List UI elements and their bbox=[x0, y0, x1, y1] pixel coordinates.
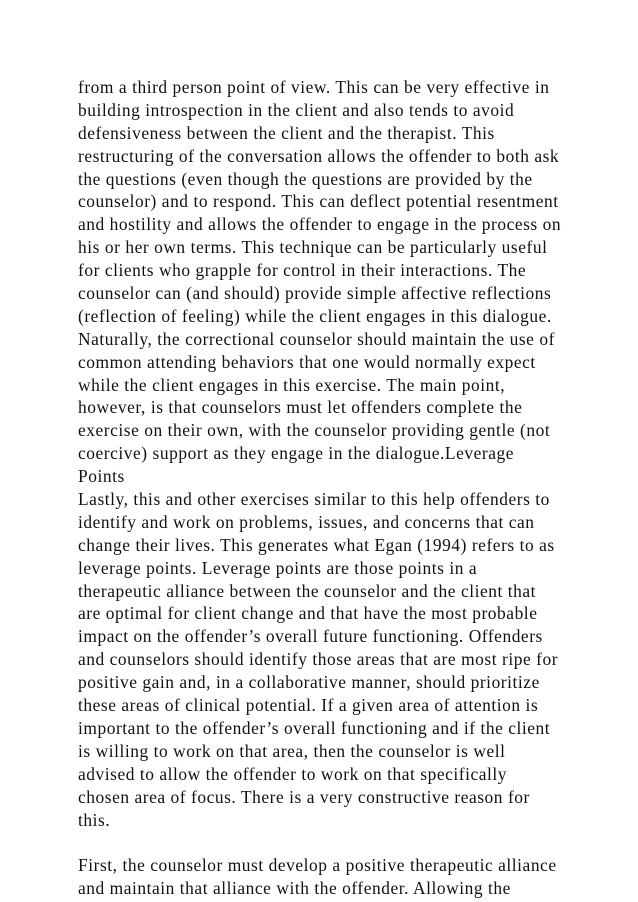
text-line: positive gain and, in a collaborative manner, should prioritize bbox=[78, 672, 540, 693]
text-line: therapeutic alliance between the counselor and the client that bbox=[78, 580, 537, 601]
text-line: common attending behaviors that one would normally expect bbox=[78, 351, 536, 372]
text-line: Naturally, the correctional counselor should maintain the use of bbox=[78, 328, 555, 349]
text-line: these areas of clinical potential. If a given area of attention is bbox=[78, 695, 539, 716]
paragraph-spacer bbox=[78, 831, 638, 854]
text-line: building introspection in the client and also tends to avoid bbox=[78, 99, 515, 120]
text-line: impact on the offender’s overall future functioning. Offenders bbox=[78, 626, 543, 647]
text-line: counselor) and to respond. This can deflect potential resentment bbox=[78, 191, 559, 212]
text-line: (reflection of feeling) while the client engages in this dialogue. bbox=[78, 305, 552, 326]
text-line: identify and work on problems, issues, and concerns that can bbox=[78, 511, 535, 532]
text-line: important to the offender’s overall functioning and if the client bbox=[78, 717, 551, 738]
text-line: the questions (even though the questions are provided by the bbox=[78, 168, 533, 189]
text-line: is willing to work on that area, then the counselor is well bbox=[78, 740, 506, 761]
paragraph-2 bbox=[78, 488, 638, 831]
text-line: Lastly, this and other exercises similar to this help offenders to bbox=[78, 489, 550, 510]
paragraph-3 bbox=[78, 854, 638, 900]
text-line: while the client engages in this exercise. The main point, bbox=[78, 374, 506, 395]
text-line: and maintain that alliance with the offender. Allowing the bbox=[78, 878, 511, 899]
text-line: counselor can (and should) provide simple affective reflections bbox=[78, 283, 552, 304]
text-line: are optimal for client change and that have the most probable bbox=[78, 603, 538, 624]
text-line: from a third person point of view. This can be very effective in bbox=[78, 77, 550, 97]
text-line: his or her own terms. This technique can be particularly useful bbox=[78, 237, 548, 258]
text-line: for clients who grapple for control in their interactions. The bbox=[78, 260, 527, 281]
text-line: chosen area of focus. There is a very constructive reason for bbox=[78, 786, 530, 807]
text-line: coercive) support as they engage in the dialogue.Leverage bbox=[78, 443, 514, 464]
text-line: leverage points. Leverage points are those points in a bbox=[78, 557, 478, 578]
text-line: and counselors should identify those areas that are most ripe for bbox=[78, 649, 559, 670]
text-line: First, the counselor must develop a positive therapeutic alliance bbox=[78, 855, 557, 876]
text-line: this. bbox=[78, 809, 111, 830]
paragraph-1 bbox=[78, 76, 638, 488]
text-line: change their lives. This generates what Egan (1994) refers to as bbox=[78, 534, 555, 555]
text-line: advised to allow the offender to work on that specifically bbox=[78, 763, 508, 784]
text-line: however, is that counselors must let offenders complete the bbox=[78, 397, 523, 418]
text-line: exercise on their own, with the counselor providing gentle (not bbox=[78, 420, 551, 441]
document-body bbox=[78, 76, 638, 900]
text-line: defensiveness between the client and the therapist. This bbox=[78, 122, 495, 143]
text-line: and hostility and allows the offender to engage in the process on bbox=[78, 214, 562, 235]
text-line: restructuring of the conversation allows the offender to both ask bbox=[78, 145, 560, 166]
section-heading: Points bbox=[78, 466, 125, 487]
